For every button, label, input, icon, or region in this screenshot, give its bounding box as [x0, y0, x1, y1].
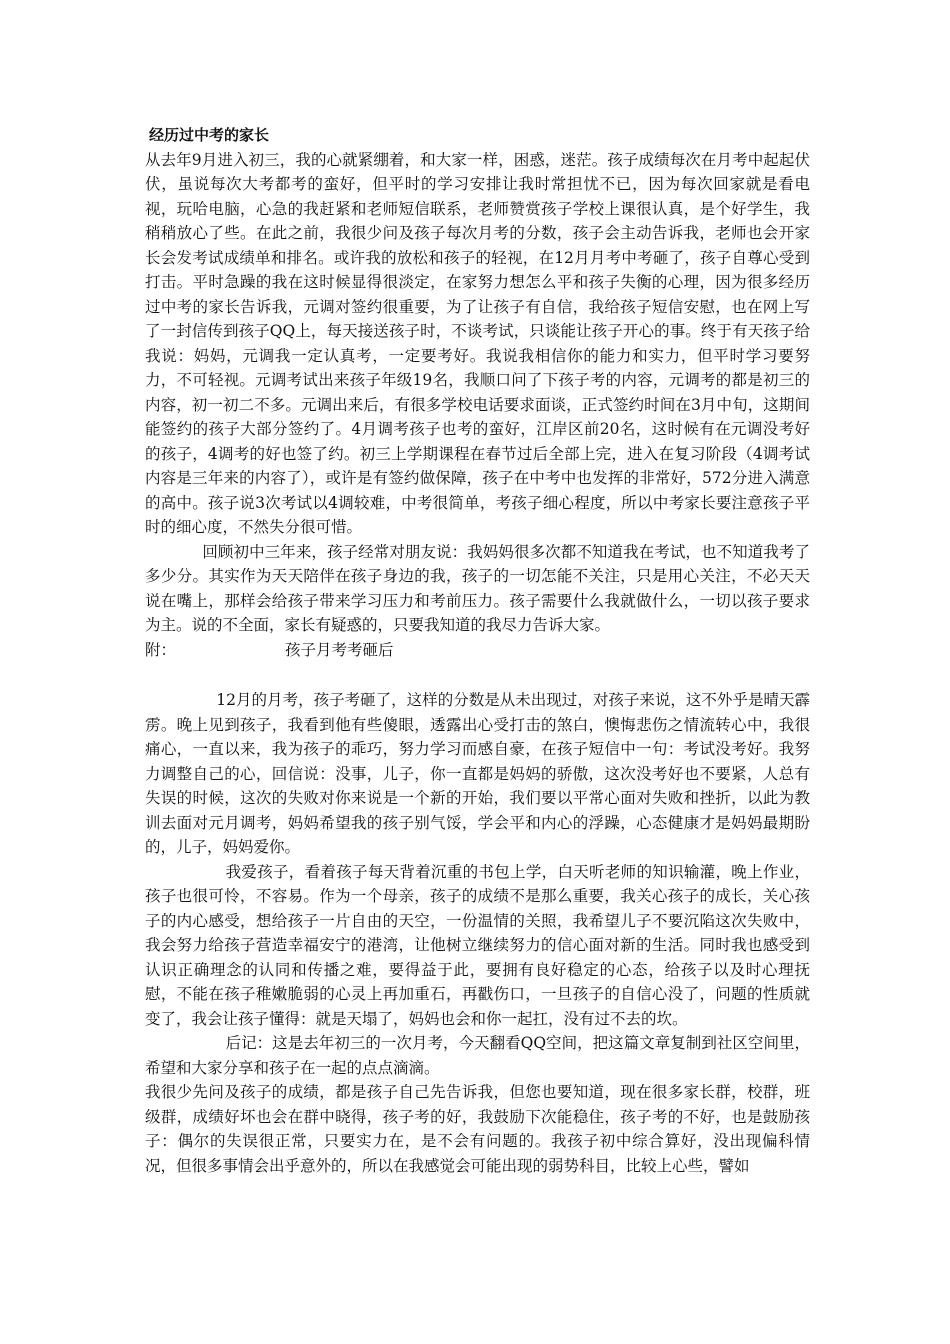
blank-line: [145, 662, 810, 688]
letter-paragraph-1: 12月的月考，孩子考砸了，这样的分数是从未出现过，对孩子来说，这不外乎是晴天霹雳。晚上见到孩子，我看到他有些傻眼，透露出心受打击的煞白，懊悔悲伤之情流转心中，我很痛心，一直以来，我为孩子的乖巧，努力学习而感自豪，在孩子短信中一句：考试没考好。我努力调整自己的心，回信说：没事，儿子，你一直都是妈妈的骄傲，这次没考好也不要紧，人总有失误的时候，这次的失败对你来说是一个新的开始，我们要以平常心面对失败和挫折，以此为教训去面对元月调考，妈妈希望我的孩子别气馁，学会平和内心的浮躁，心态健康才是妈妈最期盼的，儿子，妈妈爱你。: [145, 691, 810, 856]
appendix-heading: [145, 638, 810, 663]
postscript-paragraph: 后记：这是去年初三的一次月考，今天翻看QQ空间，把这篇文章复制到社区空间里，希望和大家分享和孩子在一起的点点滴滴。: [145, 1034, 810, 1077]
body-paragraph-1: 从去年9月进入初三，我的心就紧绷着，和大家一样，困惑，迷茫。孩子成绩每次在月考中起起伏伏，虽说每次大考都考的蛮好，但平时的学习安排让我时常担忧不已，因为每次回家就是看电视，玩哈电脑，心急的我赶紧和老师短信联系，老师赞赏孩子学校上课很认真，是个好学生，我稍稍放心了些。在此之前，我很少问及孩子每次月考的分数，孩子会主动告诉我，老师也会开家长会发考试成绩单和排名。或许我的放松和孩子的轻视，在12月月考中考砸了，孩子自尊心受到打击。平时急躁的我在这时候显得很淡定，在家努力想怎么平和孩子失衡的心理，因为很多经历过中考的家长告诉我，元调对签约很重要，为了让孩子有自信，我给孩子短信安慰，也在网上写了一封信传到孩子QQ上，每天接送孩子时，不谈考试，只谈能让孩子开心的事。终于有天孩子给我说：妈妈，元调我一定认真考，一定要考好。我说我相信你的能力和实力，但平时学习要努力，不可轻视。元调考试出来孩子年级19名，我顺口问了下孩子考的内容，元调考的都是初三的内容，初一初二不多。元调出来后，有很多学校电话要求面谈，正式签约时间在3月中旬，这期间能签约的孩子大部分签约了。4月调考孩子也考的蛮好，江岸区前20名，这时候有在元调没考好的孩子，4调考的好也签了约。初三上学期课程在春节过后全部上完，进入在复习阶段（4调考试内容是三年来的内容了），或许是有签约做保障，孩子在中考中也发挥的非常好，572分进入满意的高中。孩子说3次考试以4调较难，中考很简单，考孩子细心程度，所以中考家长要注意孩子平时的细心度，不然失分很可惜。: [145, 150, 810, 536]
body-paragraph-2: 回顾初中三年来，孩子经常对朋友说：我妈妈很多次都不知道我在考试，也不知道我考了多少分。其实作为天天陪伴在孩子身边的我，孩子的一切怎能不关注，只是用心关注，不必天天说在嘴上，那样会给孩子带来学习压力和考前压力。孩子需要什么我就做什么，一切以孩子要求为主。说的不全面，家长有疑惑的，只要我知道的我尽力告诉大家。: [145, 542, 810, 634]
closing-paragraph: 我很少先问及孩子的成绩，都是孩子自己先告诉我，但您也要知道，现在很多家长群，校群，班级群，成绩好坏也会在群中晓得，孩子考的好，我鼓励下次能稳住，孩子考的不好，也是鼓励孩子：偶尔的失误很正常，只要实力在，是不会有问题的。我孩子初中综合算好，没出现偏科情况，但很多事情会出乎意外的，所以在我感觉会可能出现的弱势科目，比较上心些，譬如: [145, 1083, 810, 1175]
appendix-title: 孩子月考考砸后: [285, 640, 394, 659]
document-page: [145, 123, 810, 1178]
letter-paragraph-2: 我爱孩子，看着孩子每天背着沉重的书包上学，白天听老师的知识输灌，晚上作业，孩子也很可怜，不容易。作为一个母亲，孩子的成绩不是那么重要，我关心孩子的成长，关心孩子的内心感受，想给孩子一片自由的天空，一份温情的关照，我希望儿子不要沉陷这次失败中，我会努力给孩子营造幸福安宁的港湾，让他树立继续努力的信心面对新的生活。同时我也感受到认识正确理念的认同和传播之难，要得益于此，要拥有良好稳定的心态，给孩子以及时心理抚慰，不能在孩子稚嫩脆弱的心灵上再加重石，再戳伤口，一旦孩子的自信心没了，问题的性质就变了，我会让孩子懂得：就是天塌了，妈妈也会和你一起扛，没有过不去的坎。: [145, 862, 810, 1028]
appendix-label: 附：: [145, 640, 177, 659]
document-title: 经历过中考的家长: [149, 126, 270, 144]
